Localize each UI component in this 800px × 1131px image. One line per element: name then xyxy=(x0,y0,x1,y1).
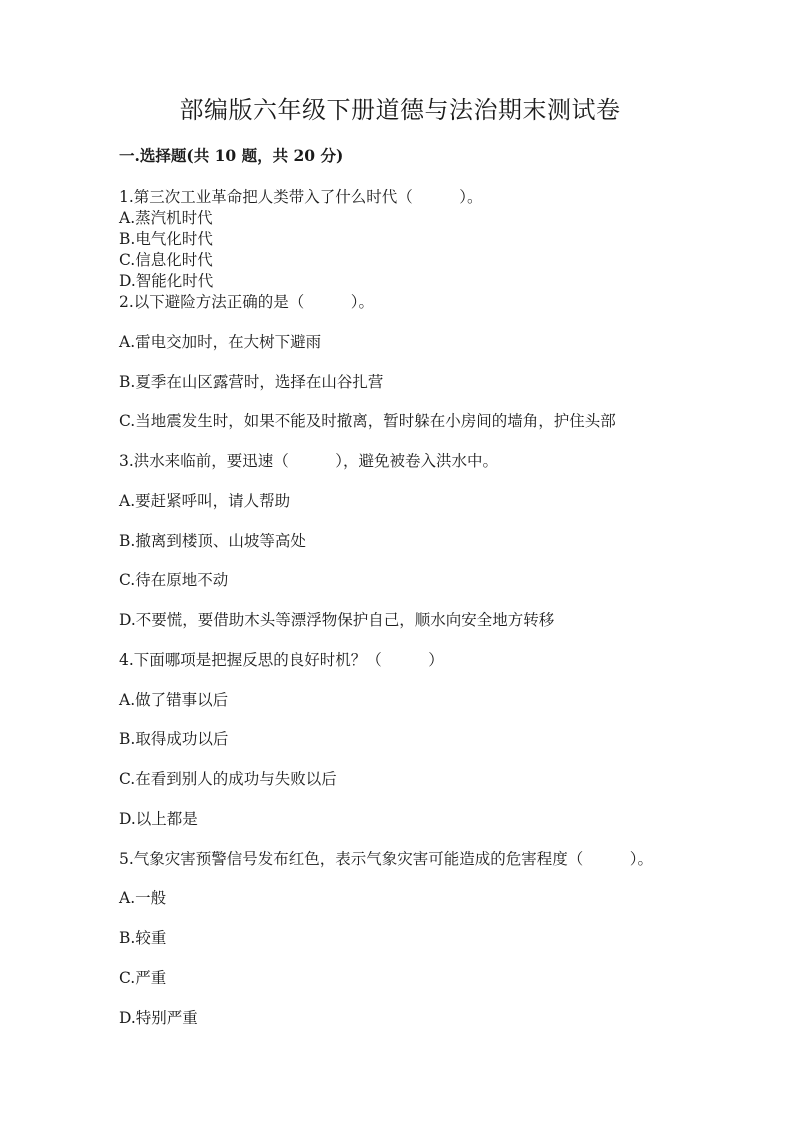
option-1d: D.智能化时代 xyxy=(119,272,214,290)
page-title: 部编版六年级下册道德与法治期末测试卷 xyxy=(179,96,621,124)
option-1b: B.电气化时代 xyxy=(119,230,213,248)
option-4a: A.做了错事以后 xyxy=(119,691,229,709)
question-2: 2.以下避险方法正确的是（ ）。 xyxy=(119,293,375,311)
question-1: 1.第三次工业革命把人类带入了什么时代（ ）。 xyxy=(119,188,483,206)
question-3: 3.洪水来临前，要迅速（ ），避免被卷入洪水中。 xyxy=(119,452,499,470)
option-4b: B.取得成功以后 xyxy=(119,730,229,748)
option-1a: A.蒸汽机时代 xyxy=(119,209,213,227)
option-5b: B.较重 xyxy=(119,929,167,947)
question-4: 4.下面哪项是把握反思的良好时机？（ ） xyxy=(119,651,444,669)
option-3a: A.要赶紧呼叫，请人帮助 xyxy=(119,492,291,510)
option-4c: C.在看到别人的成功与失败以后 xyxy=(119,770,337,788)
option-3c: C.待在原地不动 xyxy=(119,571,229,589)
option-5d: D.特别严重 xyxy=(119,1009,198,1027)
option-5a: A.一般 xyxy=(119,889,167,907)
section-heading: 一.选择题(共 10 题，共 20 分) xyxy=(119,146,344,165)
option-4d: D.以上都是 xyxy=(119,810,198,828)
option-2c: C.当地震发生时，如果不能及时撤离，暂时躲在小房间的墙角，护住头部 xyxy=(119,412,616,430)
option-2a: A.雷电交加时，在大树下避雨 xyxy=(119,333,322,351)
option-3d: D.不要慌，要借助木头等漂浮物保护自己，顺水向安全地方转移 xyxy=(119,611,555,629)
option-5c: C.严重 xyxy=(119,969,167,987)
question-5: 5.气象灾害预警信号发布红色，表示气象灾害可能造成的危害程度（ ）。 xyxy=(119,850,654,868)
option-3b: B.撤离到楼顶、山坡等高处 xyxy=(119,532,306,550)
option-1c: C.信息化时代 xyxy=(119,251,213,269)
option-2b: B.夏季在山区露营时，选择在山谷扎营 xyxy=(119,373,384,391)
